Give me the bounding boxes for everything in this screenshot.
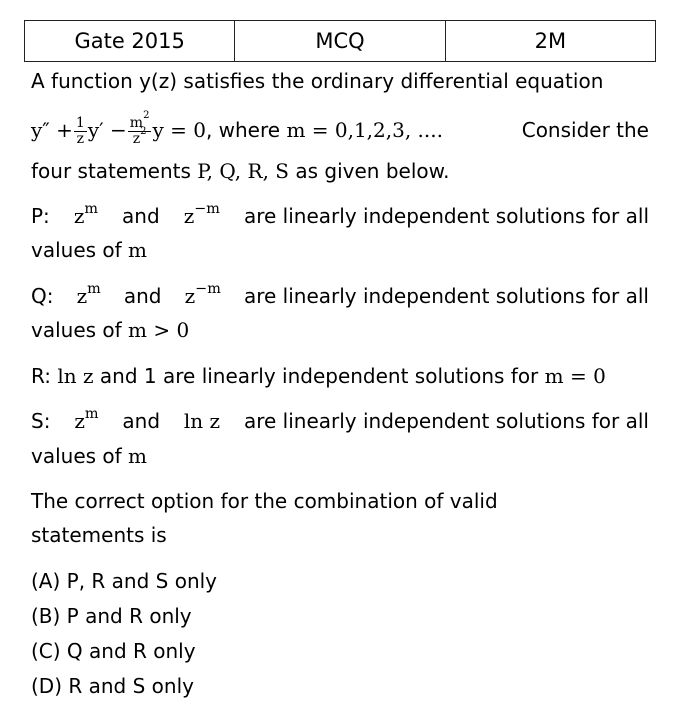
question-intro: A function y(z) satisfies the ordinary differential equation (31, 69, 604, 93)
marks-cell: 2M (534, 29, 567, 53)
option-d[interactable]: (D) R and S only (31, 674, 194, 698)
instruction-line-2: statements is (31, 523, 167, 547)
option-b[interactable]: (B) P and R only (31, 604, 192, 628)
statement-s-line2: values of m (31, 444, 148, 468)
statement-q-line2: values of m > 0 (31, 318, 190, 342)
statement-p-line2: values of m (31, 238, 148, 262)
statement-r: R: ln z and 1 are linearly independent solutions for m = 0 (31, 364, 606, 388)
question-line-3: four statements P, Q, R, S as given below. (31, 159, 450, 183)
exam-cell: Gate 2015 (25, 21, 235, 61)
ode-equation: y″ + $\frac{1}{z}$ y′ − $\frac{m^2}{z^2}$ y = 0, where m = 0,1,2,3, .... (31, 109, 443, 147)
option-c[interactable]: (C) Q and R only (31, 639, 196, 663)
option-a[interactable]: (A) P, R and S only (31, 569, 218, 593)
type-cell: MCQ (235, 21, 445, 61)
statement-p: P: $z^m$ and $z^{-m}$ are linearly independent solutions for all (31, 201, 649, 228)
instruction-line-1: The correct option for the combination of valid (31, 489, 498, 513)
equation-line: y″ + $\frac{1}{z}$ y′ − $\frac{m^2}{z^2}$ y = 0, where m = 0,1,2,3, .... Consider the (31, 109, 649, 147)
statement-s: S: $z^m$ and ln z are linearly independent solutions for all (31, 406, 649, 433)
header-table (24, 20, 656, 62)
statement-q: Q: $z^m$ and $z^{-m}$ are linearly independent solutions for all (31, 281, 649, 308)
